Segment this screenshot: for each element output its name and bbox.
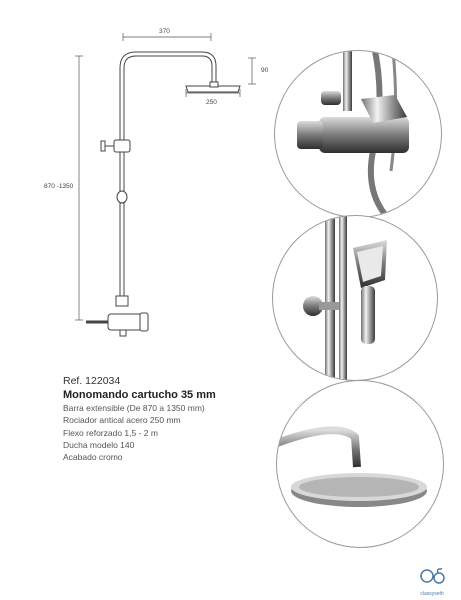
product-ref: Ref. 122034 — [63, 375, 121, 387]
logo-mark — [412, 568, 452, 586]
spec-hose: Flexo reforzado 1,5 - 2 m — [63, 427, 158, 438]
dimension-head-height-label: 90 — [261, 67, 269, 74]
detail-rain-head — [276, 380, 444, 548]
spec-rain-head: Rociador antical acero 250 mm — [63, 415, 181, 426]
detail-hand-shower — [272, 215, 438, 381]
dimension-head-height — [248, 58, 256, 84]
spec-hand-shower: Ducha modelo 140 — [63, 439, 135, 450]
spec-finish: Acabado cromo — [63, 452, 123, 463]
detail-mixer — [274, 50, 442, 218]
shower-column — [86, 52, 240, 336]
mixer-detail-image — [275, 51, 441, 217]
dimension-top-label: 370 — [159, 28, 170, 35]
dimension-height — [75, 56, 83, 320]
hand-shower-detail-image — [273, 216, 437, 380]
product-title: Monomando cartucho 35 mm — [63, 389, 216, 401]
shower-technical-drawing — [0, 0, 280, 345]
product-info — [63, 375, 283, 463]
dimension-height-label: 870 -1350 — [44, 183, 74, 190]
logo-text: classyseth — [420, 591, 444, 597]
dimension-head-width-label: 250 — [206, 99, 217, 106]
spec-extension: Barra extensible (De 870 a 1350 mm) — [63, 403, 205, 413]
brand-logo — [412, 568, 452, 597]
rain-head-detail-image — [277, 381, 443, 547]
